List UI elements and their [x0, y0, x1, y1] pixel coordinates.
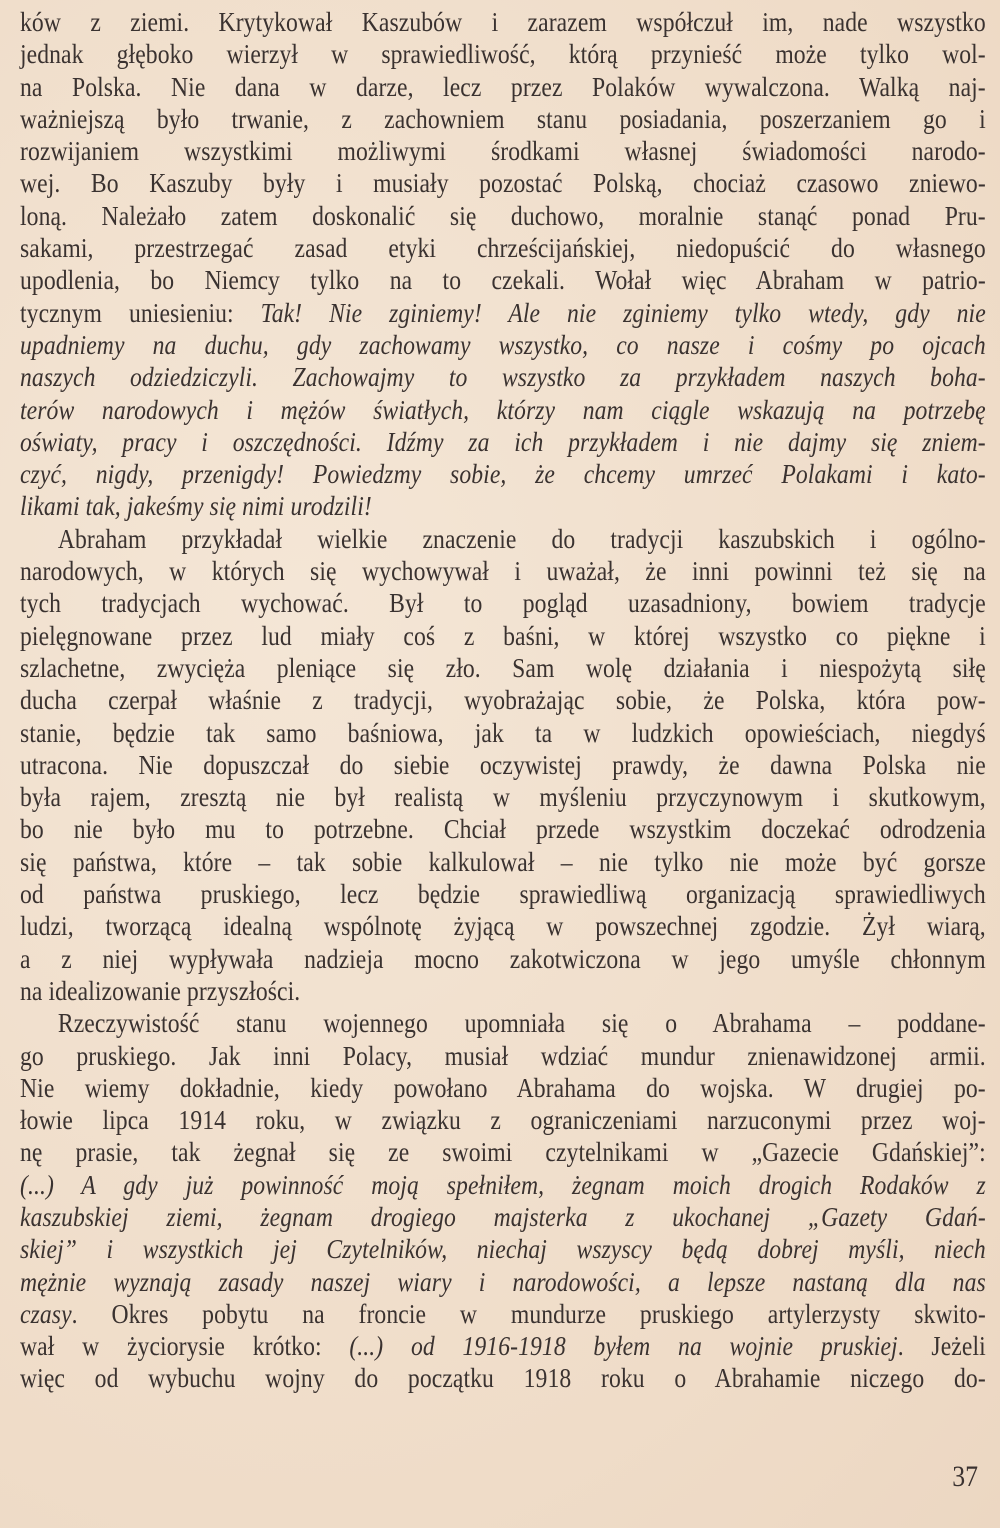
text-segment: ków z ziemi. Krytykował Kaszubów i zarazem współczuł im, nade wszystko	[20, 6, 986, 37]
text-segment: go pruskiego. Jak inni Polacy, musiał wdziać mundur znienawidzonej armii.	[20, 1039, 986, 1071]
text-segment: pielęgnowane przez lud miały coś z baśni, w której wszystko co piękne i	[20, 619, 986, 651]
text-segment: rozwijaniem wszystkimi możliwymi środkami własnej świadomości narodo-	[20, 135, 986, 167]
text-segment: jednak głęboko wierzył w sprawiedliwość, którą przynieść może tylko wol-	[20, 38, 986, 70]
text-line	[20, 878, 986, 910]
text-line	[20, 1072, 986, 1104]
text-line	[20, 1330, 986, 1362]
italic-quote-segment: mężnie wyznają zasady naszej wiary i narodowości, a lepsze nastaną dla nas	[20, 1265, 986, 1297]
text-segment: Nie wiemy dokładnie, kiedy powołano Abrahama do wojska. W drugiej po-	[20, 1071, 986, 1103]
text-line	[20, 1040, 986, 1072]
italic-quote-segment: kaszubskiej ziemi, żegnam drogiego majsterka z ukochanej „Gazety Gdań-	[20, 1200, 986, 1232]
text-line	[20, 394, 986, 426]
text-segment: upodlenia, bo Niemcy tylko na to czekali. Wołał więc Abraham w patrio-	[20, 264, 986, 296]
text-line	[20, 652, 986, 684]
text-line	[20, 587, 986, 619]
text-line	[20, 523, 986, 555]
text-line	[20, 426, 986, 458]
text-segment: wał w życiorysie krótko:	[20, 1330, 350, 1362]
text-line	[20, 1362, 986, 1394]
text-segment: ducha czerpał właśnie z tradycji, wyobrażając sobie, że Polska, która pow-	[20, 684, 986, 716]
text-segment: utracona. Nie dopuszczał do siebie oczywistej prawdy, że dawna Polska nie	[20, 748, 986, 780]
text-line	[20, 1266, 986, 1298]
text-line	[20, 1201, 986, 1233]
text-line	[20, 1298, 986, 1330]
text-segment: tycznym uniesieniu:	[20, 296, 261, 328]
text-segment: się państwa, które – tak sobie kalkulował – nie tylko nie może być gorsze	[20, 845, 986, 877]
text-segment: sakami, przestrzegać zasad etyki chrześcijańskiej, niedopuścić do własnego	[20, 232, 986, 264]
text-line	[20, 1104, 986, 1136]
text-line	[20, 1007, 986, 1039]
text-line	[20, 264, 986, 296]
text-line	[20, 458, 986, 490]
text-segment: a z niej wypływała nadzieja mocno zakotwiczona w jego umyśle chłonnym	[20, 942, 986, 974]
text-line	[20, 684, 986, 716]
text-segment: nę prasie, tak żegnał się ze swoimi czytelnikami w „Gazecie Gdańskiej”:	[20, 1136, 986, 1168]
text-segment: szlachetne, zwycięża pleniące się zło. Sam wolę działania i niespożytą siłę	[20, 651, 986, 683]
text-line	[20, 6, 986, 38]
text-line	[20, 103, 986, 135]
italic-quote-segment: oświaty, pracy i oszczędności. Idźmy za ich przykładem i nie dajmy się zniem-	[20, 425, 986, 457]
italic-quote-segment: skiej” i wszystkich jej Czytelników, niechaj wszyscy będą dobrej myśli, niech	[20, 1233, 986, 1265]
text-line	[20, 329, 986, 361]
text-segment: . Jeżeli	[897, 1330, 986, 1362]
text-line	[20, 1169, 986, 1201]
text-line	[20, 781, 986, 813]
text-segment: była rajem, zresztą nie był realistą w myśleniu przyczynowym i skutkowym,	[20, 781, 986, 813]
text-line	[20, 620, 986, 652]
text-line	[20, 38, 986, 70]
text-line	[20, 910, 986, 942]
text-line	[20, 975, 986, 1007]
page-number: 37	[952, 1460, 978, 1493]
text-segment: tych tradycjach wychować. Był to pogląd uzasadniony, bowiem tradycje	[20, 587, 986, 619]
text-line	[20, 813, 986, 845]
text-line	[20, 1136, 986, 1168]
text-line	[20, 297, 986, 329]
text-line	[20, 1233, 986, 1265]
text-segment: bo nie było mu to potrzebne. Chciał przede wszystkim doczekać odrodzenia	[20, 813, 986, 845]
text-line	[20, 555, 986, 587]
text-line	[20, 749, 986, 781]
text-segment: Abraham przykładał wielkie znaczenie do tradycji kaszubskich i ogólno-	[57, 522, 986, 554]
italic-quote-segment: (...) A gdy już powinność moją spełniłem, żegnam moich drogich Rodaków z	[20, 1168, 986, 1200]
text-line	[20, 361, 986, 393]
text-line	[20, 232, 986, 264]
text-segment: wej. Bo Kaszuby były i musiały pozostać Polską, chociaż czasowo zniewo-	[20, 167, 986, 199]
text-segment: . Okres pobytu na froncie w mundurze pruskiego artylerzysty skwito-	[71, 1297, 986, 1329]
italic-quote-segment: czyć, nigdy, przenigdy! Powiedzmy sobie, że chcemy umrzeć Polakami i kato-	[20, 458, 986, 490]
text-segment: Rzeczywistość stanu wojennego upomniała się o Abrahama – poddane-	[57, 1007, 986, 1039]
text-line	[20, 200, 986, 232]
italic-quote-segment: (...) od 1916-1918 byłem na wojnie pruskiej	[349, 1330, 898, 1362]
italic-quote-segment: czasy	[20, 1297, 72, 1329]
italic-quote-segment: naszych odziedziczyli. Zachowajmy to wszystko za przykładem naszych boha-	[20, 361, 986, 393]
text-line	[20, 167, 986, 199]
book-page-text	[20, 6, 986, 1395]
text-line	[20, 490, 986, 522]
text-segment: na Polska. Nie dana w darze, lecz przez Polaków wywalczona. Walką naj-	[20, 70, 986, 102]
text-line	[20, 135, 986, 167]
italic-quote-segment: upadniemy na duchu, gdy zachowamy wszystko, co nasze i cośmy po ojcach	[20, 328, 986, 360]
italic-quote-segment: Tak! Nie zginiemy! Ale nie zginiemy tylko wtedy, gdy nie	[260, 296, 986, 328]
text-line	[20, 71, 986, 103]
text-line	[20, 717, 986, 749]
text-segment: łowie lipca 1914 roku, w związku z ograniczeniami narzuconymi przez woj-	[20, 1104, 986, 1136]
text-segment: na idealizowanie przyszłości.	[20, 974, 301, 1006]
text-line	[20, 943, 986, 975]
italic-quote-segment: terów narodowych i mężów światłych, którzy nam ciągle wskazują na potrzebę	[20, 393, 986, 425]
text-segment: więc od wybuchu wojny do początku 1918 roku o Abrahamie niczego do-	[20, 1362, 986, 1394]
text-segment: loną. Należało zatem doskonalić się duchowo, moralnie stanąć ponad Pru-	[20, 199, 986, 231]
text-segment: od państwa pruskiego, lecz będzie sprawiedliwą organizacją sprawiedliwych	[20, 878, 986, 910]
text-segment: narodowych, w których się wychowywał i uważał, że inni powinni też się na	[20, 555, 986, 587]
italic-quote-segment: likami tak, jakeśmy się nimi urodzili!	[20, 490, 372, 522]
text-segment: stanie, będzie tak samo baśniowa, jak ta w ludzkich opowieściach, niegdyś	[20, 716, 986, 748]
text-line	[20, 846, 986, 878]
text-segment: ludzi, tworzącą idealną wspólnotę żyjącą w powszechnej zgodzie. Żył wiarą,	[20, 910, 986, 942]
text-segment: ważniejszą było trwanie, z zachowniem stanu posiadania, poszerzaniem go i	[20, 102, 986, 134]
